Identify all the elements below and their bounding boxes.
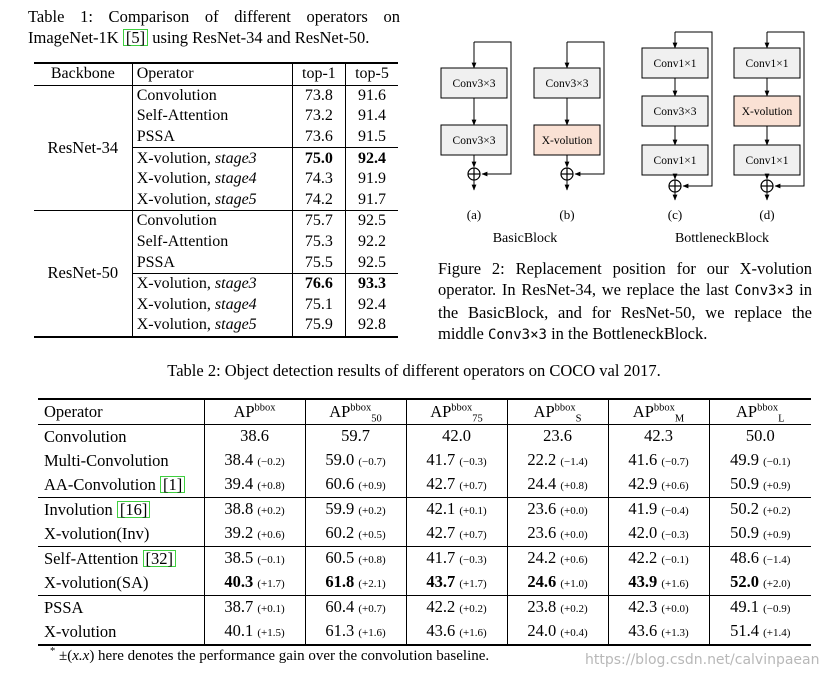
conv-block-label: Conv1×1 [653,155,697,167]
header-ap: $AP^{bbox}_{75}$ [406,399,507,425]
value-cell: 42.7 (+0.7) [406,522,507,547]
value-cell: 41.7 (−0.3) [406,547,507,572]
table2 [38,398,811,646]
value-cell: 42.1 (+0.1) [406,498,507,523]
value-cell: 41.7 (−0.3) [406,449,507,473]
sub-c: (c) [667,207,683,222]
value-cell: 60.2 (+0.5) [305,522,406,547]
value-cell: 42.2 (−0.1) [608,547,709,572]
table1-header-row [34,63,398,85]
operator-cell: X-volution, stage3 [132,148,292,169]
conv-block-label: Conv1×1 [653,58,697,70]
value-cell: 60.5 (+0.8) [305,547,406,572]
value-cell: 43.7 (+1.7) [406,571,507,596]
header-top1: top-1 [292,63,345,85]
xvolution-block-label: X-volution [541,135,593,147]
operator-cell: Convolution [132,85,292,106]
sub-a: (a) [466,207,482,222]
conv-block-label: Conv3×3 [452,78,496,90]
value-cell: 43.6 (+1.6) [406,620,507,645]
conv-block-label: Conv1×1 [745,155,789,167]
top5-cell: 91.5 [357,128,386,146]
table-row [34,85,398,106]
value-cell: 52.0 (+2.0) [730,572,791,591]
value-cell: 59.7 [305,425,406,450]
operator-cell: X-volution, stage4 [132,295,292,316]
top1-cell: 74.3 [292,169,345,190]
table-row [38,596,811,621]
table2-footnote: * ±(x.x) here denotes the performance gain over the convolution baseline. [50,646,490,664]
operator-cell: X-volution, stage4 [132,169,292,190]
value-cell: 50.9 (+0.9) [730,523,791,542]
value-cell: 38.6 [204,425,305,450]
top1-cell: 75.3 [292,232,345,253]
top5-cell: 92.5 [357,253,386,271]
value-cell: 24.0 (+0.4) [507,620,608,645]
header-top5: top-5 [355,65,389,83]
backbone-cell: ResNet-34 [34,85,132,211]
value-cell: 38.5 (−0.1) [204,547,305,572]
top5-cell: 92.4 [357,149,386,167]
backbone-cell: ResNet-50 [34,211,132,337]
value-cell: 38.4 (−0.2) [204,449,305,473]
table2-caption: Table 2: Object detection results of different operators on COCO val 2017. [167,361,661,380]
value-cell: 43.6 (+1.3) [608,620,709,645]
operator-cell: PSSA [132,127,292,148]
citation-link[interactable]: [32] [143,550,177,567]
top1-cell: 73.6 [292,127,345,148]
value-cell: 39.2 (+0.6) [204,522,305,547]
table1-caption: Table 1: Comparison of different operators on ImageNet-1K [5] using ResNet-34 and ResNet-50. [28,7,400,47]
value-cell: 51.4 (+1.4) [709,620,811,645]
conv-block-label: Conv3×3 [452,135,496,147]
table-row [34,211,398,232]
xvolution-block-label: X-volution [741,106,793,118]
top1-cell: 75.9 [292,315,345,337]
value-cell: 42.3 (+0.0) [608,596,709,621]
operator-cell: Convolution [132,211,292,232]
top5-cell: 92.8 [357,316,386,334]
top1-cell: 75.5 [292,252,345,273]
operator-cell: X-volution(SA) [38,571,204,596]
table-row [38,620,811,645]
value-cell: 48.6 (−1.4) [709,547,811,572]
conv-block-label: Conv1×1 [745,58,789,70]
value-cell: 60.6 (+0.9) [305,473,406,498]
value-cell: 23.6 (+0.0) [507,498,608,523]
operator-cell: X-volution, stage3 [132,273,292,294]
table2-header-row [38,399,811,425]
citation-link[interactable]: [1] [160,476,185,493]
value-cell: 50.2 (+0.2) [709,498,811,523]
header-ap: $AP^{bbox}_{50}$ [305,399,406,425]
top5-cell: 91.7 [357,190,386,208]
top5-cell: 92.5 [357,212,386,230]
figure2-diagram [435,28,815,248]
conv-block-label: Conv3×3 [545,78,589,90]
value-cell: 22.2 (−1.4) [507,449,608,473]
value-cell: 42.2 (+0.2) [406,596,507,621]
top1-cell: 73.2 [292,106,345,127]
value-cell: 39.4 (+0.8) [204,473,305,498]
value-cell: 38.8 (+0.2) [204,498,305,523]
value-cell: 59.0 (−0.7) [305,449,406,473]
top5-cell: 92.4 [357,295,386,313]
value-cell: 24.6 (+1.0) [507,571,608,596]
value-cell: 41.9 (−0.4) [608,498,709,523]
top1-cell: 74.2 [292,190,345,211]
label-basicblock: BasicBlock [492,231,558,246]
operator-cell: Multi-Convolution [38,449,204,473]
conv-block-label: Conv3×3 [653,106,697,118]
header-ap: $AP^{bbox}_S$ [507,399,608,425]
top5-cell: 93.3 [357,275,386,293]
watermark: https://blog.csdn.net/calvinpaean [585,652,820,668]
operator-cell: Convolution [38,425,204,450]
citation-link[interactable]: [16] [117,501,151,518]
top5-cell: 92.2 [357,233,386,251]
value-cell: 59.9 (+0.2) [305,498,406,523]
value-cell: 40.1 (+1.5) [204,620,305,645]
label-bottleneckblock: BottleneckBlock [674,231,770,246]
value-cell: 40.3 (+1.7) [204,571,305,596]
value-cell: 42.0 [406,425,507,450]
value-cell: 42.7 (+0.7) [406,473,507,498]
value-cell: 42.0 (−0.3) [608,522,709,547]
header-operator: Operator [38,399,204,425]
table1-body [34,85,398,337]
citation-link[interactable]: [5] [123,29,148,46]
table-row [38,498,811,523]
value-cell: 23.6 (+0.0) [507,522,608,547]
top1-cell: 76.6 [292,273,345,294]
value-cell: 60.4 (+0.7) [305,596,406,621]
table-row [38,449,811,473]
top5-cell: 91.6 [357,86,386,104]
operator-cell: X-volution, stage5 [132,315,292,337]
table1 [34,62,398,338]
value-cell: 49.1 (−0.9) [709,596,811,621]
sub-d: (d) [759,207,775,222]
operator-cell: Self-Attention [132,106,292,127]
table-row [38,522,811,547]
operator-cell: PSSA [132,252,292,273]
value-cell: 50.9 (+0.9) [730,474,791,493]
sub-b: (b) [559,207,575,222]
operator-cell: PSSA [38,596,204,621]
operator-cell: Involution [16] [38,498,204,523]
table-row [38,425,811,450]
operator-cell: X-volution(Inv) [38,522,204,547]
value-cell: 38.7 (+0.1) [204,596,305,621]
value-cell: 24.4 (+0.8) [507,473,608,498]
value-cell: 23.8 (+0.2) [507,596,608,621]
top1-cell: 75.1 [292,295,345,316]
value-cell: 41.6 (−0.7) [608,449,709,473]
operator-cell: X-volution [38,620,204,645]
header-ap: $AP^{bbox}_M$ [608,399,709,425]
value-cell: 23.6 [507,425,608,450]
value-cell: 61.3 (+1.6) [305,620,406,645]
header-operator: Operator [132,63,292,85]
header-ap: $AP^{bbox}_L$ [709,399,811,425]
top5-cell: 91.4 [357,107,386,125]
value-cell: 50.0 [745,426,775,445]
value-cell: 24.2 (+0.6) [507,547,608,572]
value-cell: 42.9 (+0.6) [608,473,709,498]
operator-cell: Self-Attention [132,232,292,253]
value-cell: 49.9 (−0.1) [730,450,791,469]
top1-cell: 75.0 [292,148,345,169]
operator-cell: AA-Convolution [1] [38,473,204,498]
table-row [38,571,811,596]
value-cell: 43.9 (+1.6) [608,571,709,596]
value-cell: 61.8 (+2.1) [305,571,406,596]
value-cell: 42.3 [608,425,709,450]
top1-cell: 75.7 [292,211,345,232]
operator-cell: Self-Attention [32] [38,547,204,572]
table2-body [38,399,811,645]
operator-cell: X-volution, stage5 [132,190,292,211]
top1-cell: 73.8 [292,85,345,106]
table-row [38,547,811,572]
table-row [38,473,811,498]
header-backbone: Backbone [34,63,132,85]
figure2-caption: Figure 2: Replacement position for our X-volution operator. In ResNet-34, we replace the last Conv3×3 in the BasicBlock, and for ResNet-50, we replace the middle Conv3×3 in the BottleneckBlock. [438,259,812,343]
top5-cell: 91.9 [357,170,386,188]
header-ap: $AP^{bbox}$ [204,399,305,425]
